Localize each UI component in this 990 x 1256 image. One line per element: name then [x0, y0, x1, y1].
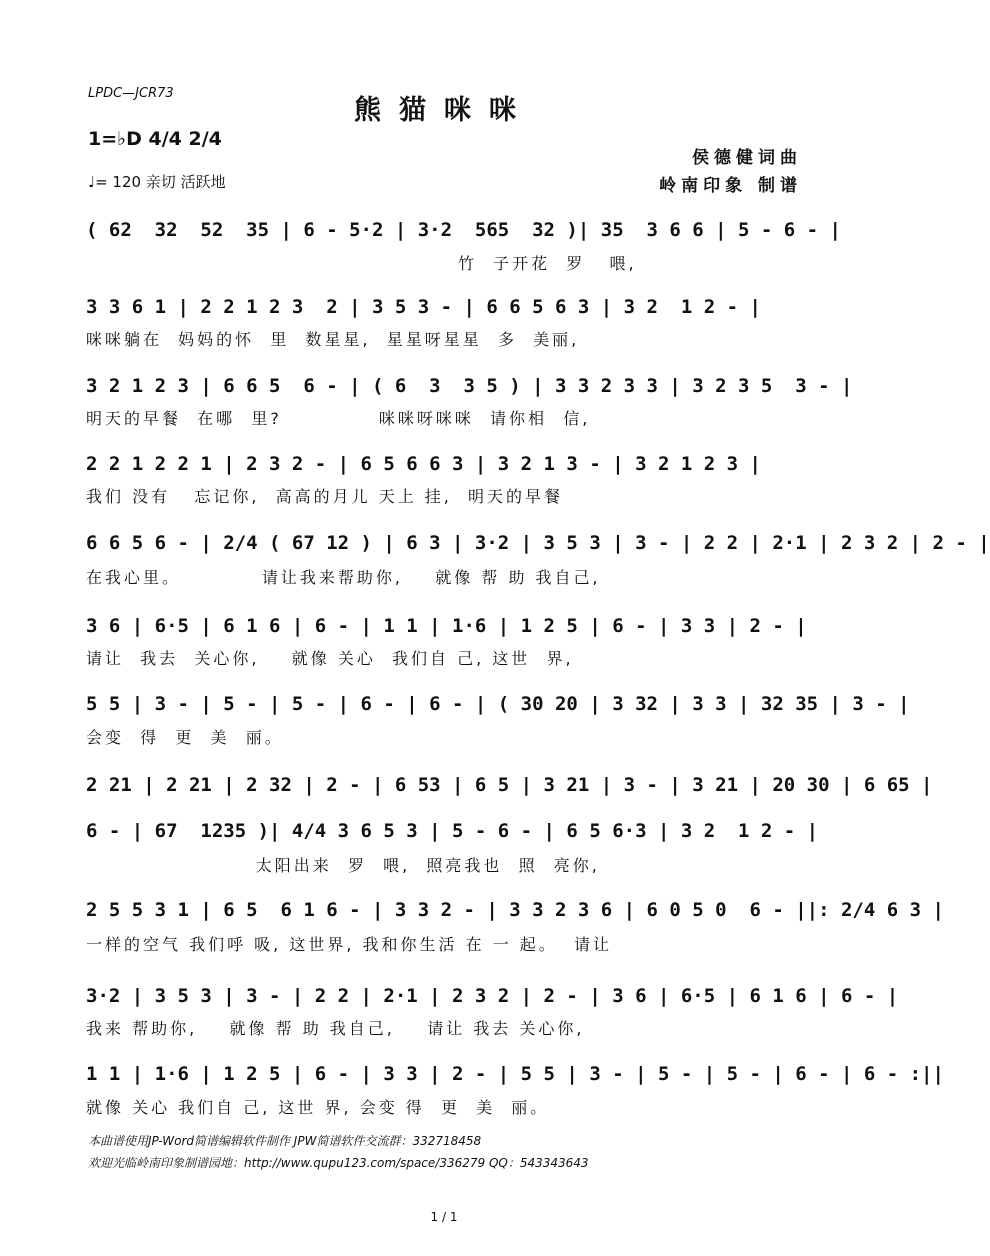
- song-title: 熊猫咪咪: [354, 95, 534, 126]
- notation-line: 2 21 | 2 21 | 2 32 | 2 - | 6 53 | 6 5 | 3 21 | 3 - | 3 21 | 20 30 | 6 65 |: [86, 774, 933, 796]
- tempo-marking: ♩= 120 亲切 活跃地: [88, 173, 226, 191]
- notation-line: 2 2 1 2 2 1 | 2 3 2 - | 6 5 6 6 3 | 3 2 1 3 - | 3 2 1 2 3 |: [86, 453, 761, 475]
- page-number: 1 / 1: [430, 1210, 458, 1224]
- notation-line: 3 6 | 6·5 | 6 1 6 | 6 - | 1 1 | 1·6 | 1 2 5 | 6 - | 3 3 | 2 - |: [86, 615, 807, 637]
- lyric-line: 在我心里。 请让我来帮助你, 就像 帮 助 我自己,: [86, 568, 601, 587]
- notation-line: 1 1 | 1·6 | 1 2 5 | 6 - | 3 3 | 2 - | 5 5 | 3 - | 5 - | 5 - | 6 - | 6 - :||: [86, 1063, 944, 1085]
- notation-line: 5 5 | 3 - | 5 - | 5 - | 6 - | 6 - | ( 30 20 | 3 32 | 3 3 | 32 35 | 3 - |: [86, 693, 910, 715]
- notation-line: 3·2 | 3 5 3 | 3 - | 2 2 | 2·1 | 2 3 2 | 2 - | 3 6 | 6·5 | 6 1 6 | 6 - |: [86, 985, 899, 1007]
- key-signature: 1=♭D 4/4 2/4: [88, 128, 222, 150]
- arranger-credit: 岭南印象 制谱: [659, 176, 802, 196]
- footer-credit: 本曲谱使用JP-Word简谱编辑软件制作 JPW简谱软件交流群：332718458: [88, 1134, 482, 1148]
- lyric-line: 我们 没有 忘记你, 高高的月儿 天上 挂, 明天的早餐: [86, 487, 564, 506]
- lyric-line: 就像 关心 我们自 己, 这世 界, 会变 得 更 美 丽。: [86, 1098, 550, 1117]
- lyric-line: 明天的早餐 在哪 里? 咪咪呀咪咪 请你相 信,: [86, 409, 591, 428]
- notation-line: 6 - | 67 1235 )| 4/4 3 6 5 3 | 5 - 6 - | 6 5 6·3 | 3 2 1 2 - |: [86, 820, 819, 842]
- lyric-line: 咪咪躺在 妈妈的怀 里 数星星, 星星呀星星 多 美丽,: [86, 330, 580, 349]
- notation-line: 3 2 1 2 3 | 6 6 5 6 - | ( 6 3 3 5 ) | 3 3 2 3 3 | 3 2 3 5 3 - |: [86, 375, 853, 397]
- notation-line: 2 5 5 3 1 | 6 5 6 1 6 - | 3 3 2 - | 3 3 2 3 6 | 6 0 5 0 6 - ||: 2/4 6 3 |: [86, 899, 944, 921]
- notation-line: 6 6 5 6 - | 2/4 ( 67 12 ) | 6 3 | 3·2 | 3 5 3 | 3 - | 2 2 | 2·1 | 2 3 2 | 2 - |: [86, 532, 990, 554]
- lyric-line: 请让 我去 关心你, 就像 关心 我们自 己, 这世 界,: [86, 649, 574, 668]
- notation-line: 3 3 6 1 | 2 2 1 2 3 2 | 3 5 3 - | 6 6 5 6 3 | 3 2 1 2 - |: [86, 296, 761, 318]
- lyric-line: 太阳出来 罗 喂, 照亮我也 照 亮你,: [86, 856, 600, 875]
- lyric-line: 一样的空气 我们呼 吸, 这世界, 我和你生活 在 一 起。 请让: [86, 935, 612, 954]
- footer-link: 欢迎光临岭南印象制谱园地：http://www.qupu123.com/space/336279 QQ：543343643: [88, 1156, 589, 1170]
- score-code: LPDC—JCR73: [88, 86, 174, 101]
- notation-line: ( 62 32 52 35 | 6 - 5·2 | 3·2 565 32 )| 35 3 6 6 | 5 - 6 - |: [86, 219, 841, 241]
- lyric-line: 竹 子开花 罗 喂,: [86, 254, 637, 273]
- composer-credit: 侯德健词曲: [692, 148, 802, 168]
- lyric-line: 会变 得 更 美 丽。: [86, 728, 284, 747]
- lyric-line: 我来 帮助你, 就像 帮 助 我自己, 请让 我去 关心你,: [86, 1019, 585, 1038]
